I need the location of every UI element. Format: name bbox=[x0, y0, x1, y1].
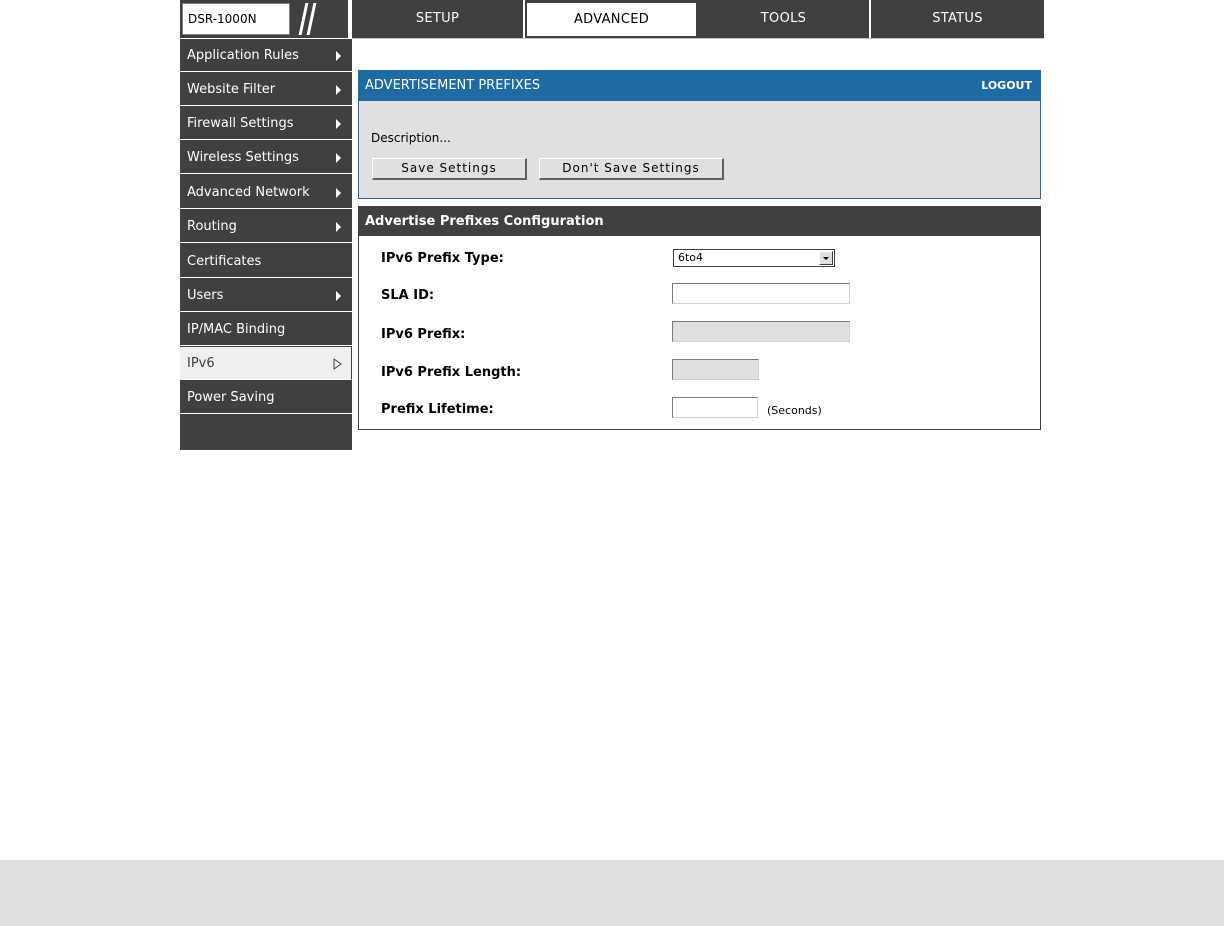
sidebar-item-label: Routing bbox=[187, 219, 237, 234]
top-nav bbox=[180, 0, 1044, 38]
sidebar-item-label: Wireless Settings bbox=[187, 150, 299, 165]
sidebar-item-label: Advanced Network bbox=[187, 185, 310, 200]
chevron-right-icon bbox=[336, 85, 341, 95]
sidebar-item-certificates[interactable] bbox=[180, 245, 352, 278]
tab-status[interactable]: STATUS bbox=[871, 0, 1044, 38]
sidebar-item-ip-mac-binding[interactable] bbox=[180, 313, 352, 346]
ipv6-prefix-label: IPv6 Prefix: bbox=[381, 327, 466, 342]
sidebar-item-label: Power Saving bbox=[187, 390, 275, 405]
chevron-right-outline-icon bbox=[333, 358, 342, 370]
sidebar-item-label: Website Filter bbox=[187, 82, 276, 97]
ipv6-prefix-length-input[interactable] bbox=[672, 359, 759, 380]
ipv6-prefix-input[interactable] bbox=[672, 321, 850, 342]
sidebar-item-label: Firewall Settings bbox=[187, 116, 294, 131]
prefix-type-select[interactable] bbox=[673, 249, 835, 267]
sla-id-input[interactable] bbox=[672, 283, 850, 304]
chevron-right-icon bbox=[336, 119, 341, 129]
tab-tools[interactable]: TOOLS bbox=[698, 0, 871, 38]
sidebar-item-users[interactable] bbox=[180, 279, 352, 312]
lifetime-unit-hint: (Seconds) bbox=[767, 404, 822, 417]
logout-link[interactable]: LOGOUT bbox=[981, 79, 1032, 92]
prefix-lifetime-input[interactable] bbox=[672, 397, 758, 418]
brand-slash-icon bbox=[307, 3, 317, 35]
sidebar-item-firewall-settings[interactable] bbox=[180, 107, 352, 140]
ipv6-prefix-length-label: IPv6 Prefix Length: bbox=[381, 365, 522, 380]
sidebar-item-website-filter[interactable] bbox=[180, 73, 352, 106]
config-section-title: Advertise Prefixes Configuration bbox=[359, 207, 1040, 236]
tab-advanced[interactable]: ADVANCED bbox=[525, 0, 698, 38]
footer-band bbox=[0, 860, 1224, 926]
chevron-down-icon[interactable] bbox=[819, 251, 833, 265]
sidebar-item-label: Users bbox=[187, 288, 224, 303]
sidebar-item-label: IPv6 bbox=[187, 356, 215, 371]
dont-save-settings-button[interactable]: Don't Save Settings bbox=[539, 158, 724, 180]
sla-id-label: SLA ID: bbox=[381, 288, 435, 303]
page-description: Description... bbox=[371, 131, 451, 145]
sidebar-item-wireless-settings[interactable] bbox=[180, 141, 352, 174]
sidebar-item-label: Application Rules bbox=[187, 48, 299, 63]
chevron-right-icon bbox=[336, 222, 341, 232]
device-model-label: DSR-1000N bbox=[182, 3, 290, 35]
sidebar-item-label: IP/MAC Binding bbox=[187, 322, 286, 337]
save-settings-button[interactable]: Save Settings bbox=[372, 158, 527, 180]
sidebar bbox=[180, 39, 352, 450]
sidebar-item-label: Certificates bbox=[187, 254, 262, 269]
sidebar-item-power-saving[interactable] bbox=[180, 381, 352, 414]
brand-area bbox=[180, 0, 350, 38]
chevron-right-icon bbox=[336, 291, 341, 301]
chevron-right-icon bbox=[336, 51, 341, 61]
advertise-prefixes-config-panel bbox=[358, 206, 1041, 430]
sidebar-item-ipv6[interactable] bbox=[180, 347, 352, 380]
page-title: ADVERTISEMENT PREFIXES bbox=[365, 78, 541, 93]
prefix-type-label: IPv6 Prefix Type: bbox=[381, 251, 504, 266]
sidebar-item-routing[interactable] bbox=[180, 210, 352, 243]
chevron-right-icon bbox=[336, 153, 341, 163]
chevron-right-icon bbox=[336, 188, 341, 198]
advertisement-prefixes-panel bbox=[358, 70, 1041, 199]
sidebar-item-application-rules[interactable] bbox=[180, 39, 352, 72]
panel-header bbox=[359, 71, 1040, 101]
sidebar-item-advanced-network[interactable] bbox=[180, 176, 352, 209]
prefix-type-value: 6to4 bbox=[678, 251, 704, 264]
nav-divider bbox=[352, 38, 1044, 39]
prefix-lifetime-label: Prefix Lifetime: bbox=[381, 402, 494, 417]
tab-setup[interactable]: SETUP bbox=[352, 0, 525, 38]
